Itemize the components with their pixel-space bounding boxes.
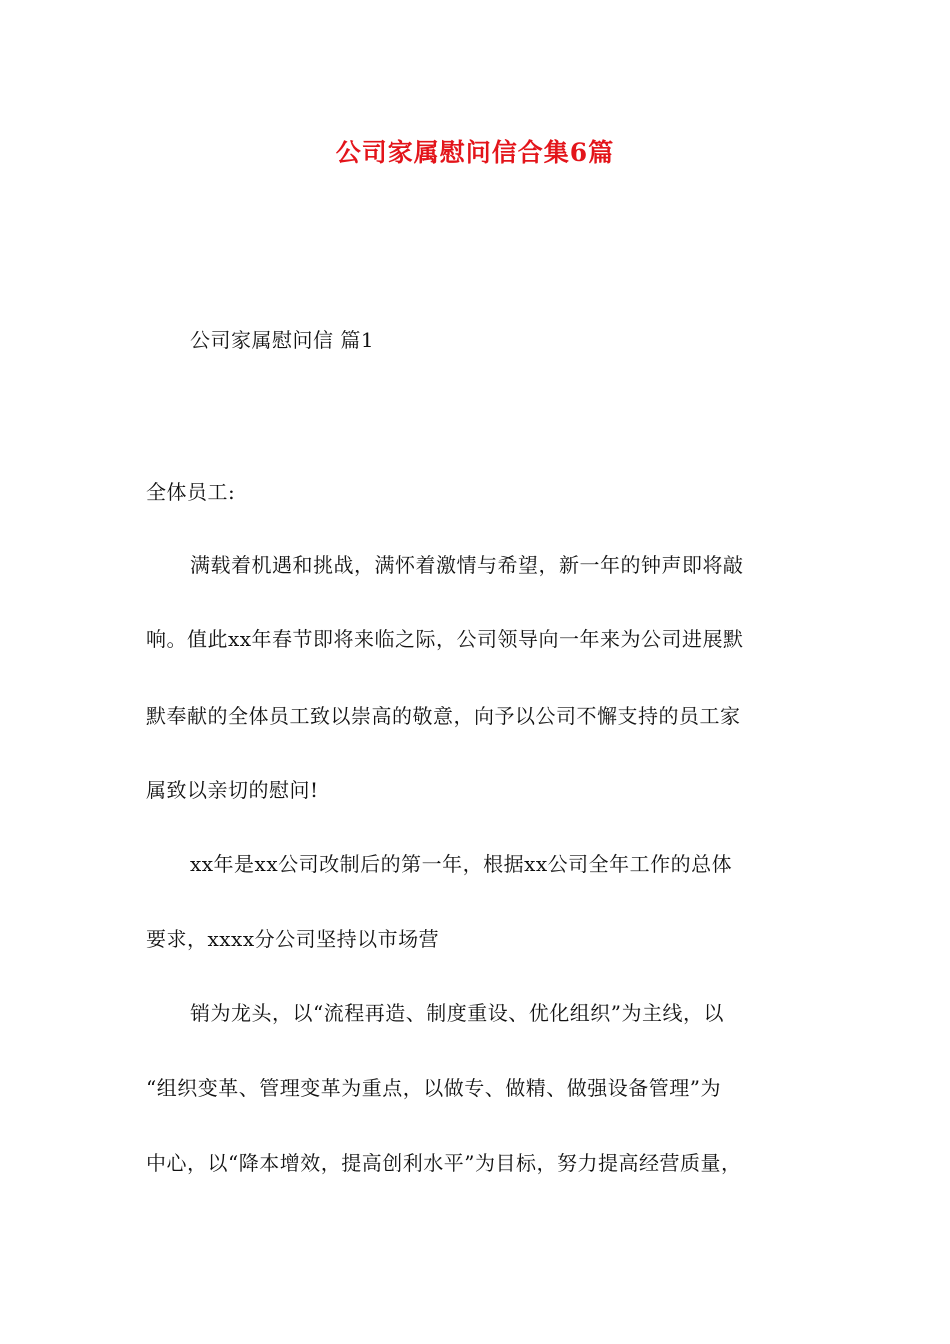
body-line: “组织变革、管理变革为重点，以做专、做精、做强设备管理”为 (146, 1076, 721, 1100)
body-line: 默奉献的全体员工致以崇高的敬意，向予以公司不懈支持的员工家 (146, 704, 741, 728)
body-line: 要求，xxxx分公司坚持以市场营 (146, 927, 440, 951)
body-line: 销为龙头，以“流程再造、制度重设、优化组织”为主线，以 (190, 1001, 724, 1025)
salutation: 全体员工: (146, 480, 236, 504)
body-line: 响。值此xx年春节即将来临之际，公司领导向一年来为公司进展默 (146, 627, 744, 651)
body-line: 满载着机遇和挑战，满怀着激情与希望，新一年的钟声即将敲 (190, 553, 744, 577)
document-title: 公司家属慰问信合集6篇 (335, 138, 615, 167)
section-heading: 公司家属慰问信 篇1 (190, 328, 375, 352)
body-line: xx年是xx公司改制后的第一年，根据xx公司全年工作的总体 (190, 852, 733, 876)
body-line: 中心，以“降本增效，提高创利水平”为目标，努力提高经营质量， (146, 1151, 742, 1175)
body-line: 属致以亲切的慰问! (146, 778, 319, 802)
